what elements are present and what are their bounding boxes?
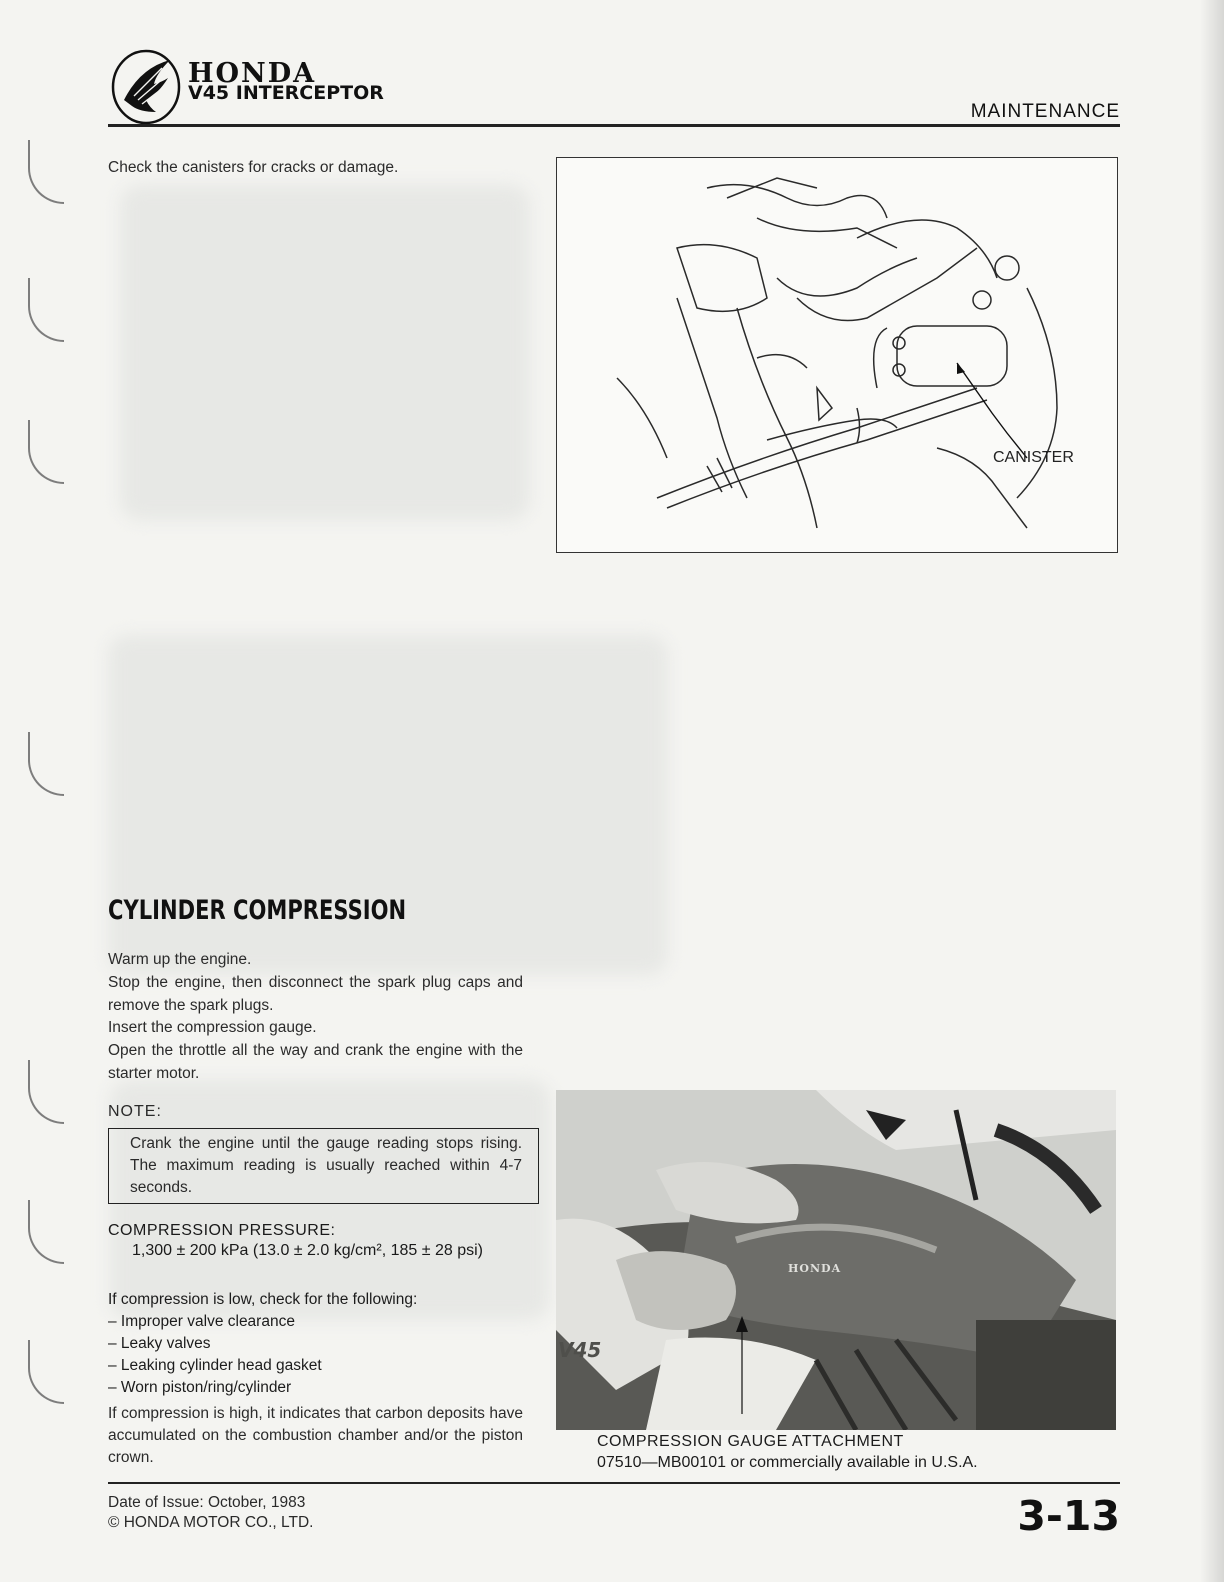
motorcycle-photo <box>556 1090 1116 1430</box>
header-rule <box>108 124 1120 127</box>
page-edge-shadow <box>1200 0 1224 1582</box>
list-item: – Leaking cylinder head gasket <box>108 1357 322 1374</box>
binder-hole <box>28 420 64 484</box>
section-heading: CYLINDER COMPRESSION <box>108 895 407 926</box>
photo-caption-title: COMPRESSION GAUGE ATTACHMENT <box>597 1433 904 1450</box>
brand-title: HONDA <box>188 58 317 89</box>
high-compression-text: If compression is high, it indicates that carbon deposits have accumulated on the combustion chamber and/or the piston crown. <box>108 1405 523 1466</box>
photo-tank-logo: HONDA <box>788 1262 842 1275</box>
page-number: 3-13 <box>1017 1492 1120 1540</box>
low-compression-list <box>108 1289 417 1399</box>
step-warm-up: Warm up the engine. <box>108 951 252 968</box>
photo-side-logo: V45 <box>558 1338 602 1362</box>
binder-hole <box>28 1340 64 1404</box>
bleed-through-top-left <box>120 185 530 520</box>
canister-illustration <box>556 157 1118 553</box>
binder-hole <box>28 140 64 204</box>
binder-hole <box>28 732 64 796</box>
note-title: NOTE: <box>108 1103 162 1120</box>
issue-date: Date of Issue: October, 1983 <box>108 1494 306 1511</box>
note-text: Crank the engine until the gauge reading stops rising. The maximum reading is usually reached within 4-7 seconds. <box>130 1135 522 1196</box>
compression-gauge-photo <box>556 1090 1116 1430</box>
list-intro: If compression is low, check for the following: <box>108 1291 418 1308</box>
pressure-label: COMPRESSION PRESSURE: <box>108 1222 336 1239</box>
list-item: – Improper valve clearance <box>108 1313 295 1330</box>
photo-caption-part-number: 07510—MB00101 or commercially available in U.S.A. <box>597 1454 978 1471</box>
step-stop-engine: Stop the engine, then disconnect the spark plug caps and remove the spark plugs. <box>108 974 523 1014</box>
step-open-throttle: Open the throttle all the way and crank the engine with the starter motor. <box>108 1042 523 1082</box>
step-insert-gauge: Insert the compression gauge. <box>108 1019 317 1036</box>
honda-wing-logo <box>110 48 182 126</box>
canister-line-drawing <box>557 158 1117 552</box>
canister-label: CANISTER <box>993 449 1074 466</box>
binder-hole <box>28 1200 64 1264</box>
note-box <box>108 1128 539 1204</box>
copyright: © HONDA MOTOR CO., LTD. <box>108 1514 314 1531</box>
pressure-value: 1,300 ± 200 kPa (13.0 ± 2.0 kg/cm², 185 ± 28 psi) <box>132 1242 483 1259</box>
section-title: MAINTENANCE <box>970 101 1120 122</box>
footer-rule <box>108 1482 1120 1484</box>
binder-hole <box>28 1060 64 1124</box>
list-item: – Worn piston/ring/cylinder <box>108 1379 292 1396</box>
list-item: – Leaky valves <box>108 1335 211 1352</box>
model-title: V45 INTERCEPTOR <box>188 82 384 104</box>
canister-instruction: Check the canisters for cracks or damage. <box>108 159 399 176</box>
binder-hole <box>28 278 64 342</box>
